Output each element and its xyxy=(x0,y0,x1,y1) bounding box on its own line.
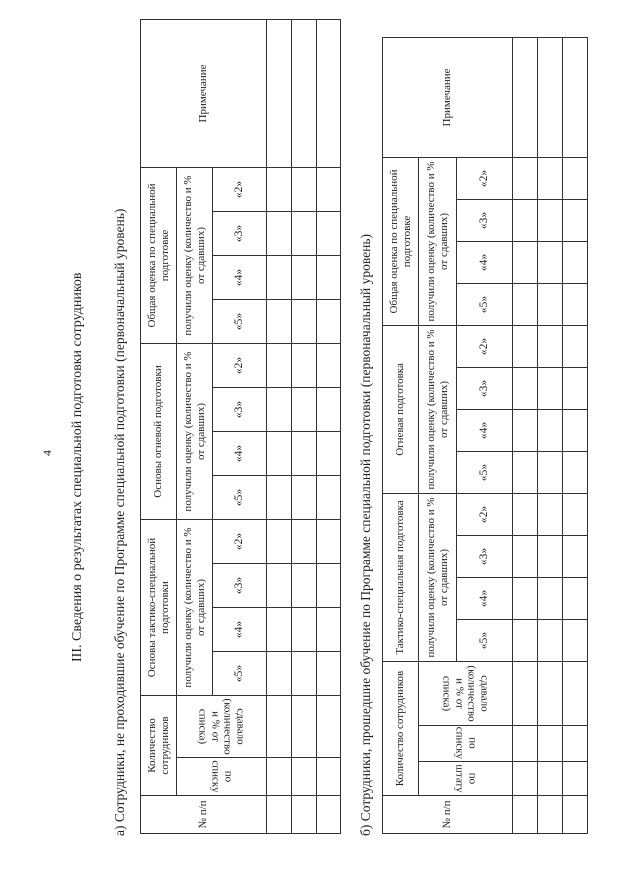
grade-5: «5» xyxy=(213,476,267,520)
section-title: III. Сведения о результатах специальной подготовки сотрудников xyxy=(70,272,85,662)
table-row xyxy=(317,20,341,834)
grade-4: «4» xyxy=(457,409,513,451)
grade-3: «3» xyxy=(213,212,267,256)
header-staff-passed: сдавало (количество и % от списка) xyxy=(177,696,267,758)
grade-2: «2» xyxy=(213,168,267,212)
header-staff-passed: сдавало (количество и % от списка) xyxy=(419,662,513,726)
header-staff-list: по списку xyxy=(177,758,267,796)
header-received-2: получили оценку (количество и % от сдавших) xyxy=(419,325,457,493)
header-note: Примечание xyxy=(141,20,267,168)
header-group3: Общая оценка по специальной подготовке xyxy=(141,168,177,344)
grade-5: «5» xyxy=(213,300,267,344)
table-row xyxy=(563,37,588,833)
header-group3: Общая оценка по специальной подготовке xyxy=(383,157,419,325)
header-note: Примечание xyxy=(383,37,513,157)
header-received-2: получили оценку (количество и % от сдавших) xyxy=(177,344,213,520)
grade-3: «3» xyxy=(457,367,513,409)
grade-4: «4» xyxy=(213,608,267,652)
header-received-1: получили оценку (количество и % от сдавших) xyxy=(419,493,457,661)
header-group1: Основы тактико-специальной подготовки xyxy=(141,520,177,696)
header-received-1: получили оценку (количество и % от сдавших) xyxy=(177,520,213,696)
header-received-3: получили оценку (количество и % от сдавших) xyxy=(419,157,457,325)
grade-4: «4» xyxy=(213,256,267,300)
header-staff: Количество сотрудников xyxy=(141,696,177,796)
header-num: № п/п xyxy=(383,796,513,834)
header-staff: Количество сотрудников xyxy=(383,662,419,796)
grade-5: «5» xyxy=(457,451,513,493)
header-received-3: получили оценку (количество и % от сдавших) xyxy=(177,168,213,344)
section-b-title: б) Сотрудники, прошедшие обучение по Программе специальной подготовки (первоначальный уровень) xyxy=(358,233,373,836)
table-a-wrapper xyxy=(140,19,341,834)
grade-4: «4» xyxy=(457,241,513,283)
header-staff-list: по списку xyxy=(419,726,513,762)
table-row xyxy=(538,37,563,833)
grade-3: «3» xyxy=(457,536,513,578)
grade-4: «4» xyxy=(213,432,267,476)
table-row xyxy=(267,20,292,834)
grade-3: «3» xyxy=(213,388,267,432)
grade-2: «2» xyxy=(457,493,513,535)
header-num: № п/п xyxy=(141,796,267,834)
table-row xyxy=(513,37,538,833)
section-a-title: а) Сотрудники, не проходившие обучение по Программе специальной подготовки (первоначальный уровень) xyxy=(112,208,127,836)
table-a xyxy=(140,19,341,834)
grade-3: «3» xyxy=(213,564,267,608)
grade-2: «2» xyxy=(213,344,267,388)
header-group2: Огневая подготовка xyxy=(383,325,419,493)
header-group2: Основы огневой подготовки xyxy=(141,344,177,520)
table-b-wrapper xyxy=(382,37,588,834)
header-group1: Тактико-специальная подготовка xyxy=(383,493,419,661)
grade-4: «4» xyxy=(457,578,513,620)
grade-3: «3» xyxy=(457,199,513,241)
page-number: 4 xyxy=(40,450,54,456)
grade-2: «2» xyxy=(457,157,513,199)
grade-5: «5» xyxy=(457,283,513,325)
table-row xyxy=(292,20,317,834)
header-staff-state: по штату xyxy=(419,762,513,796)
grade-5: «5» xyxy=(457,620,513,662)
table-b xyxy=(382,37,588,834)
grade-5: «5» xyxy=(213,652,267,696)
grade-2: «2» xyxy=(213,520,267,564)
grade-2: «2» xyxy=(457,325,513,367)
